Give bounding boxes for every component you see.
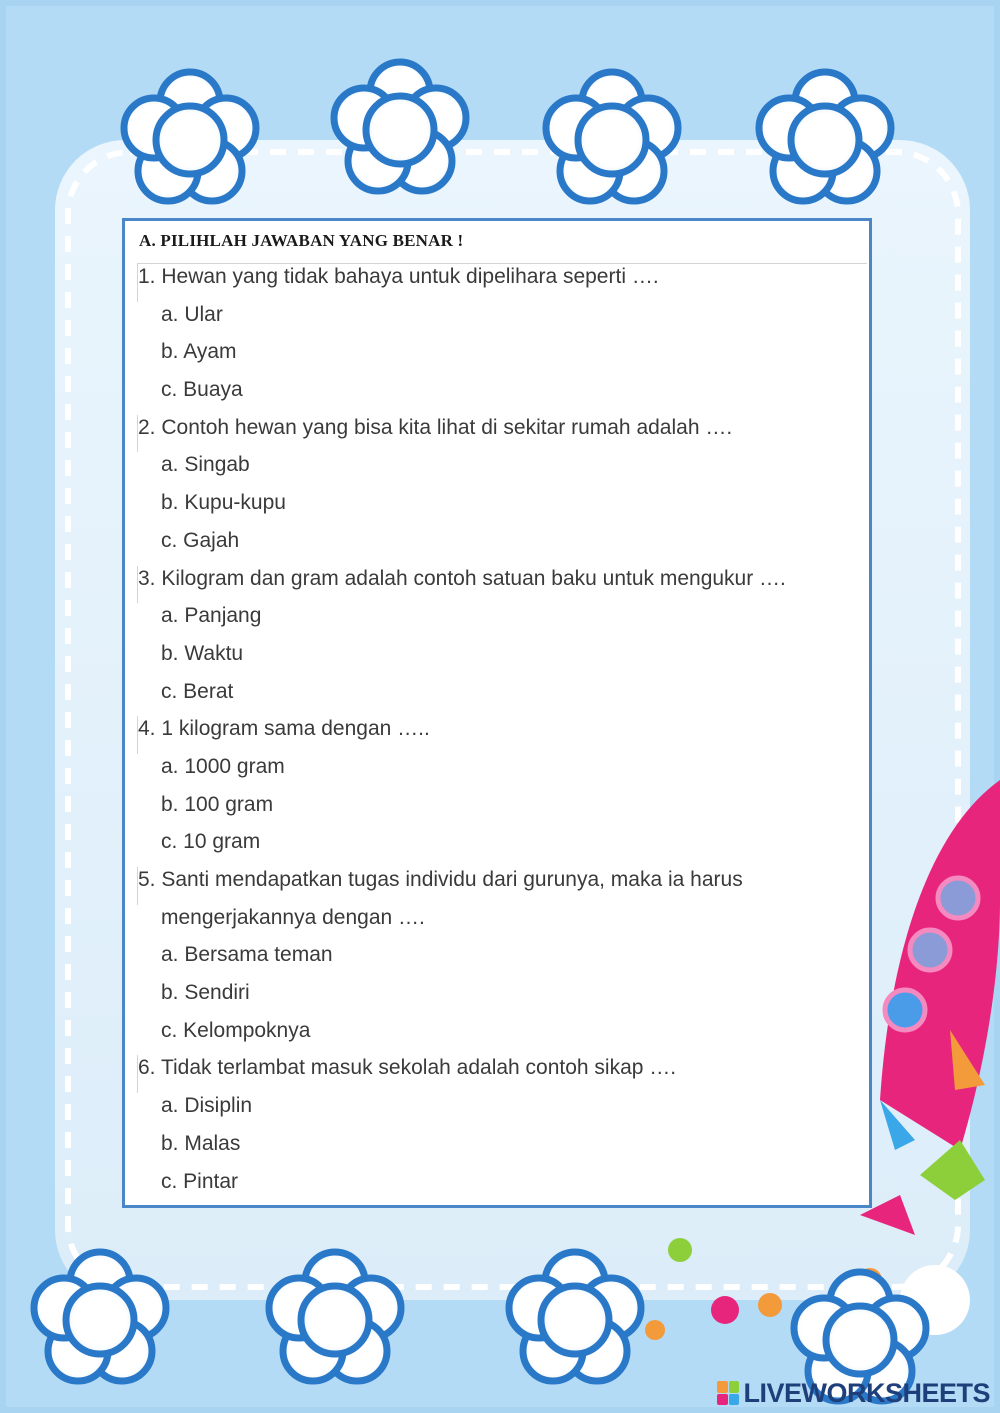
question-6 xyxy=(137,1055,867,1206)
option-b[interactable]: b. Waktu xyxy=(161,641,244,665)
liveworksheets-icon xyxy=(717,1381,739,1405)
question-2 xyxy=(137,415,867,566)
question-4 xyxy=(137,716,867,867)
question-5 xyxy=(137,867,867,1055)
option-c[interactable]: c. Buaya xyxy=(161,378,243,402)
section-heading: A. PILIHLAH JAWABAN YANG BENAR ! xyxy=(139,231,464,250)
question-1 xyxy=(137,263,867,415)
option-c[interactable]: c. 10 gram xyxy=(161,830,261,854)
liveworksheets-logo[interactable] xyxy=(717,1378,990,1408)
option-b[interactable]: b. Malas xyxy=(161,1131,241,1155)
option-a[interactable]: a. Panjang xyxy=(161,604,262,628)
option-a[interactable]: a. 1000 gram xyxy=(161,754,285,778)
question-text: 6. Tidak terlambat masuk sekolah adalah contoh sikap …. xyxy=(137,1055,867,1093)
question-text: 4. 1 kilogram sama dengan ….. xyxy=(137,716,867,754)
question-text: 2. Contoh hewan yang bisa kita lihat di sekitar rumah adalah …. xyxy=(137,415,867,453)
option-a[interactable]: a. Bersama teman xyxy=(161,943,333,967)
question-text: 1. Hewan yang tidak bahaya untuk dipelihara seperti …. xyxy=(137,263,867,302)
option-a[interactable]: a. Ular xyxy=(161,302,223,326)
option-b[interactable]: b. Kupu-kupu xyxy=(161,491,286,515)
question-3 xyxy=(137,566,867,717)
option-c[interactable]: c. Gajah xyxy=(161,528,240,552)
worksheet-frame xyxy=(122,218,872,1208)
question-text-continuation: mengerjakannya dengan …. xyxy=(161,905,425,929)
option-a[interactable]: a. Disiplin xyxy=(161,1094,253,1118)
option-b[interactable]: b. Ayam xyxy=(161,340,237,364)
logo-text: LIVEWORKSHEETS xyxy=(743,1377,990,1408)
question-text: 5. Santi mendapatkan tugas individu dari gurunya, maka ia harus xyxy=(137,867,867,905)
option-b[interactable]: b. Sendiri xyxy=(161,981,250,1005)
option-c[interactable]: c. Berat xyxy=(161,679,234,703)
option-a[interactable]: a. Singab xyxy=(161,453,250,477)
option-c[interactable]: c. Kelompoknya xyxy=(161,1018,311,1042)
option-c[interactable]: c. Pintar xyxy=(161,1169,239,1193)
option-b[interactable]: b. 100 gram xyxy=(161,792,274,816)
question-list xyxy=(137,264,867,1206)
question-text: 3. Kilogram dan gram adalah contoh satuan baku untuk mengukur …. xyxy=(137,566,867,604)
